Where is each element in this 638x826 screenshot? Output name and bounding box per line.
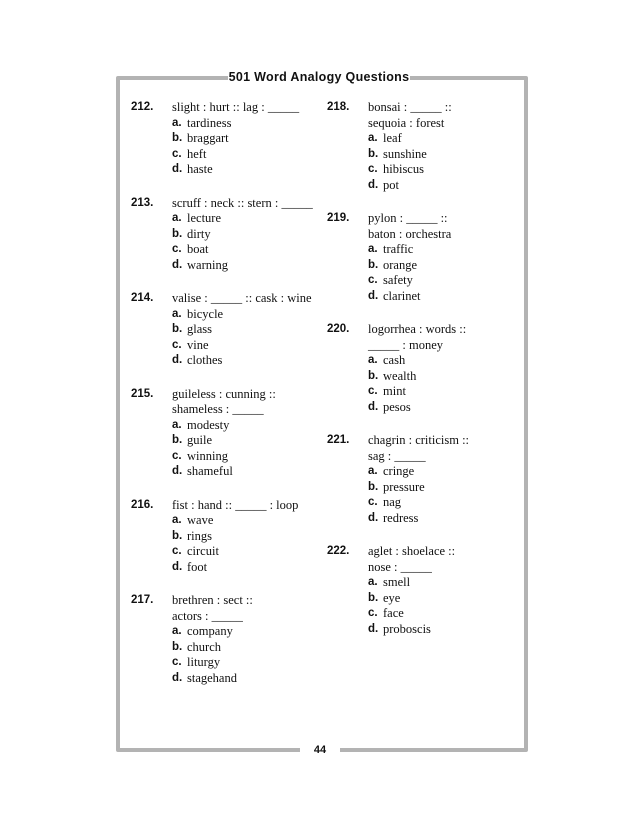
answer-option [131, 338, 316, 354]
question-number: 222. [327, 545, 350, 557]
answer-option [327, 400, 507, 416]
option-text: heft [187, 146, 207, 161]
option-text: clarinet [383, 288, 421, 303]
option-text: dirty [187, 226, 211, 241]
answer-option [131, 227, 316, 243]
question-line [327, 544, 507, 560]
question-item [327, 322, 507, 415]
answer-option [131, 560, 316, 576]
option-letter: a. [368, 465, 378, 477]
question-stem: bonsai : _____ :: [368, 100, 452, 114]
option-letter: d. [368, 289, 379, 302]
option-text: braggart [187, 131, 229, 145]
option-text: liturgy [187, 655, 221, 669]
option-text: boat [187, 242, 209, 256]
option-letter: b. [172, 323, 183, 335]
question-stem: scruff : neck :: stern : _____ [172, 195, 313, 210]
question-stem-continued: actors : _____ [172, 608, 243, 623]
option-letter: c. [368, 274, 378, 286]
question-line [131, 498, 316, 514]
page-number: 44 [300, 740, 340, 760]
question-stem: guileless : cunning :: [172, 386, 276, 401]
option-letter: d. [368, 622, 379, 635]
question-number: 219. [327, 212, 350, 224]
answer-option [327, 511, 507, 527]
option-text: haste [187, 162, 213, 176]
question-stem-continued: sag : _____ [368, 448, 426, 463]
option-text: modesty [187, 417, 230, 432]
right-question-column [327, 100, 507, 655]
answer-option [131, 147, 316, 163]
option-letter: b. [368, 369, 379, 382]
option-text: circuit [187, 544, 219, 558]
answer-option [131, 307, 316, 323]
option-text: shameful [187, 464, 233, 478]
option-text: safety [383, 273, 413, 287]
option-letter: b. [368, 258, 379, 271]
question-stem: aglet : shoelace :: [368, 544, 456, 558]
answer-option [327, 495, 507, 511]
option-text: tardiness [187, 115, 232, 130]
answer-option [327, 147, 507, 163]
answer-option [131, 544, 316, 560]
answer-option [131, 211, 316, 227]
question-item [131, 387, 316, 480]
option-text: pot [383, 177, 399, 192]
question-line [131, 100, 316, 116]
option-letter: a. [368, 354, 378, 366]
option-letter: d. [172, 163, 183, 175]
question-number: 221. [327, 434, 350, 446]
option-text: wave [187, 513, 214, 527]
option-text: pressure [383, 479, 425, 494]
answer-option [131, 449, 316, 465]
option-text: eye [383, 590, 401, 605]
question-line [327, 211, 507, 227]
option-text: cash [383, 353, 406, 367]
answer-option [131, 418, 316, 434]
answer-option [131, 116, 316, 132]
question-line [327, 322, 507, 338]
question-line [131, 593, 316, 609]
option-text: church [187, 639, 222, 654]
question-stem-continued: sequoia : forest [368, 115, 445, 130]
option-letter: a. [172, 625, 182, 637]
option-text: winning [187, 448, 228, 463]
question-number: 218. [327, 101, 350, 113]
option-letter: a. [172, 307, 182, 320]
option-text: wealth [383, 368, 417, 383]
option-letter: a. [172, 514, 182, 526]
question-stem-continued: _____ : money [368, 337, 443, 352]
question-stem: pylon : _____ :: [368, 211, 448, 225]
option-text: stagehand [187, 670, 237, 685]
option-letter: b. [172, 434, 183, 446]
question-number: 212. [131, 101, 154, 113]
question-stem: fist : hand :: _____ : loop [172, 497, 299, 512]
option-text: foot [187, 559, 208, 574]
question-line [327, 100, 507, 116]
answer-option [131, 433, 316, 449]
answer-option [131, 513, 316, 529]
option-text: warning [187, 257, 228, 272]
option-text: bicycle [187, 306, 224, 321]
question-stem-continued: nose : _____ [368, 559, 432, 574]
option-letter: a. [172, 212, 182, 224]
option-letter: b. [368, 480, 379, 493]
question-number: 217. [131, 594, 154, 606]
answer-option [327, 178, 507, 194]
question-item [131, 100, 316, 178]
question-stem: valise : _____ :: cask : wine [172, 291, 312, 305]
option-letter: d. [172, 354, 183, 366]
answer-option [327, 258, 507, 274]
answer-option [131, 640, 316, 656]
question-line [131, 196, 316, 212]
question-item [327, 544, 507, 637]
answer-option [131, 258, 316, 274]
option-letter: c. [368, 163, 378, 175]
question-line [131, 291, 316, 307]
option-letter: a. [368, 243, 378, 255]
option-letter: c. [172, 656, 182, 668]
option-text: face [383, 606, 404, 620]
answer-option [327, 289, 507, 305]
answer-option [327, 131, 507, 147]
option-letter: a. [368, 132, 378, 144]
option-letter: a. [368, 576, 378, 588]
option-text: smell [383, 575, 411, 589]
question-item [131, 498, 316, 576]
answer-option [327, 384, 507, 400]
option-text: company [187, 624, 233, 638]
option-letter: d. [172, 671, 183, 684]
option-letter: c. [172, 147, 182, 160]
question-line [131, 387, 316, 403]
question-item [131, 291, 316, 369]
question-item [327, 211, 507, 304]
answer-option [327, 591, 507, 607]
answer-option [327, 464, 507, 480]
question-item [327, 433, 507, 526]
option-letter: a. [172, 418, 182, 431]
question-number: 215. [131, 387, 154, 400]
option-text: guile [187, 433, 212, 447]
option-letter: d. [368, 400, 379, 413]
question-stem: brethren : sect :: [172, 593, 253, 607]
answer-option [327, 575, 507, 591]
answer-option [131, 242, 316, 258]
option-text: orange [383, 257, 418, 272]
question-stem: slight : hurt :: lag : _____ [172, 100, 300, 114]
option-letter: b. [368, 147, 379, 160]
answer-option [131, 624, 316, 640]
question-number: 220. [327, 323, 350, 335]
option-letter: b. [172, 227, 183, 240]
option-text: nag [383, 495, 402, 509]
answer-option [327, 273, 507, 289]
question-number: 213. [131, 196, 154, 209]
answer-option [131, 131, 316, 147]
option-letter: a. [172, 116, 182, 129]
option-text: vine [187, 337, 209, 352]
answer-option [131, 529, 316, 545]
question-item [131, 196, 316, 274]
option-text: hibiscus [383, 162, 424, 176]
question-item [327, 100, 507, 193]
option-letter: c. [368, 607, 378, 619]
question-stem-continued: shameless : _____ [172, 402, 264, 416]
option-text: redress [383, 510, 419, 525]
option-letter: b. [172, 640, 183, 653]
option-letter: c. [172, 449, 182, 462]
option-letter: d. [368, 511, 379, 524]
option-text: glass [187, 322, 212, 336]
option-letter: b. [172, 529, 183, 542]
answer-option [131, 464, 316, 480]
answer-option [131, 655, 316, 671]
answer-option [327, 622, 507, 638]
answer-option [327, 353, 507, 369]
question-number: 216. [131, 498, 154, 511]
answer-option [327, 606, 507, 622]
question-number: 214. [131, 292, 154, 304]
answer-option [131, 162, 316, 178]
option-letter: c. [172, 338, 182, 351]
option-letter: c. [172, 243, 182, 255]
option-letter: d. [172, 560, 183, 573]
option-letter: c. [368, 385, 378, 397]
answer-option [131, 322, 316, 338]
option-letter: d. [368, 178, 379, 191]
option-letter: d. [172, 258, 183, 271]
left-question-column [131, 100, 316, 704]
answer-option [327, 369, 507, 385]
answer-option [327, 162, 507, 178]
question-stem-continued: baton : orchestra [368, 226, 452, 241]
question-stem: logorrhea : words :: [368, 322, 467, 336]
question-line [327, 433, 507, 449]
option-text: pesos [383, 399, 411, 414]
option-letter: c. [368, 496, 378, 508]
answer-option [327, 480, 507, 496]
answer-option [131, 353, 316, 369]
option-letter: c. [172, 545, 182, 557]
question-item [131, 593, 316, 686]
option-letter: d. [172, 465, 183, 477]
option-text: mint [383, 384, 406, 398]
option-text: rings [187, 528, 212, 543]
option-letter: b. [368, 591, 379, 604]
answer-option [131, 671, 316, 687]
option-text: lecture [187, 211, 222, 225]
option-text: cringe [383, 464, 415, 478]
answer-option [327, 242, 507, 258]
option-text: leaf [383, 131, 402, 145]
option-text: traffic [383, 242, 414, 256]
option-text: clothes [187, 353, 223, 367]
option-letter: b. [172, 132, 183, 144]
option-text: sunshine [383, 146, 427, 161]
option-text: proboscis [383, 621, 431, 636]
page-header-title: 501 Word Analogy Questions [228, 67, 410, 87]
question-stem: chagrin : criticism :: [368, 433, 470, 447]
